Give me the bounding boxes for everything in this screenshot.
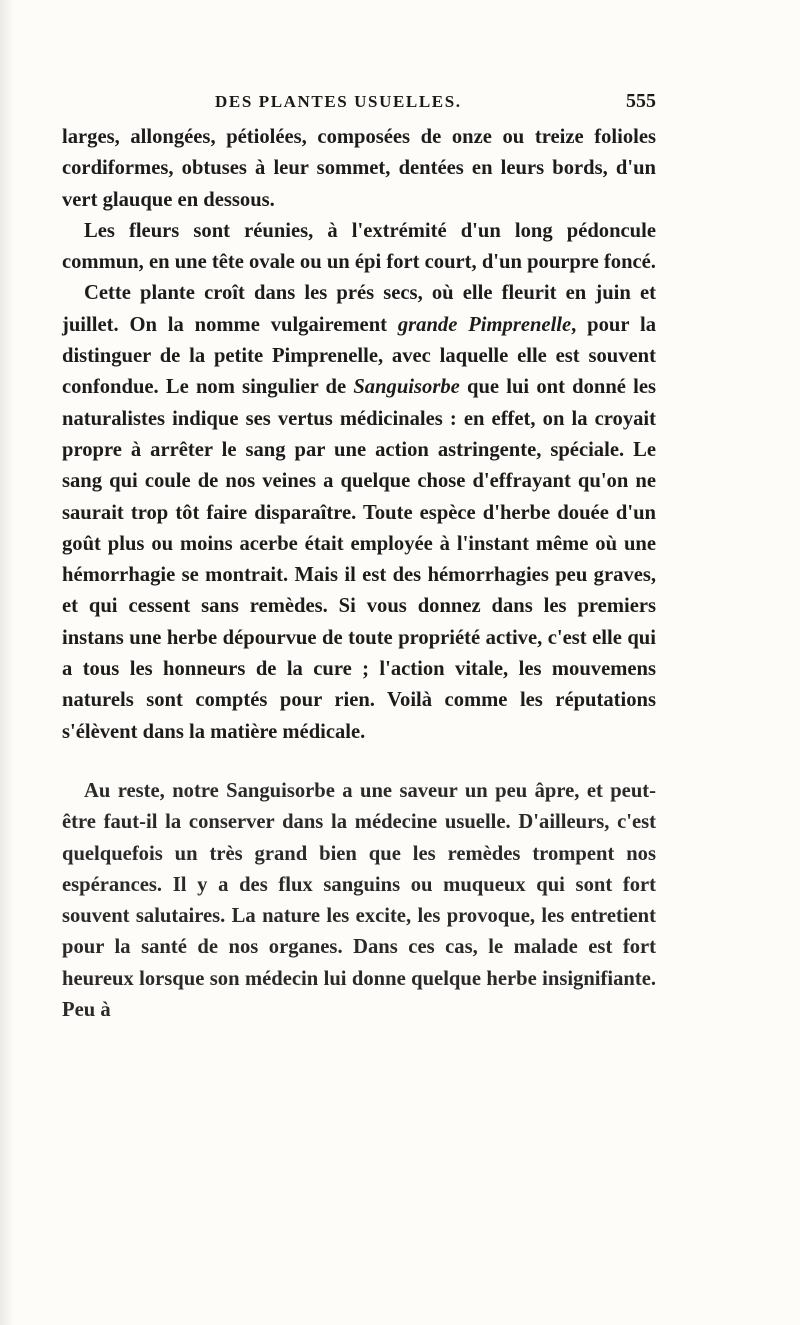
page-header (60, 92, 660, 122)
binding-shadow (0, 0, 14, 1325)
paragraph-3-part-a: Cette plante croît dans les prés secs, où elle fleurit en juin et juillet. On la nomme vulgairement (62, 282, 656, 336)
paragraph-4: Au reste, notre Sanguisorbe a une saveur un peu âpre, et peut-être faut-il la conserver dans la médecine usuelle. D'ailleurs, c'est quelquefois un très grand bien que les remèdes trompent nos espérances. Il y a des flux sanguins ou muqueux qui sont fort souvent salutaires. La nature les excite, les provoque, les entretient pour la santé de nos organes. Dans ces cas, le malade est fort heureux lorsque son médecin lui donne quelque herbe insignifiante. Peu à (62, 779, 656, 1022)
paragraph-3-part-b: , pour la distinguer de la petite Pimprenelle, avec laquelle elle est souvent confondue. Le nom singulier de (62, 313, 656, 399)
paragraph-3 (62, 278, 656, 747)
running-title: DES PLANTES USUELLES. (215, 92, 462, 111)
body-text (62, 122, 656, 1026)
paragraph-1: larges, allongées, pétiolées, composées de onze ou treize folioles cordiformes, obtuses à leur sommet, dentées en leurs bords, d'un vert glauque en dessous. (62, 126, 656, 211)
page-number: 555 (626, 90, 656, 112)
plant-name-italic: grande Pimprenelle (397, 313, 572, 336)
paragraph-3-part-c: que lui ont donné les naturalistes indique ses vertus médicinales : en effet, on la croyait propre à arrêter le sang par une action astringente, spéciale. Le sang qui coule de nos veines a quelque chose d'effrayant qu'on ne saurait trop tôt faire disparaître. Toute espèce d'herbe douée d'un goût plus ou moins acerbe était employée à l'instant même où une hémorrhagie se montrait. Mais il est des hémorrhagies peu graves, et qui cessent sans remèdes. Si vous donnez dans les premiers instans une herbe dépourvue de toute propriété active, c'est elle qui a tous les honneurs de la cure ; l'action vitale, les mouvemens naturels sont comptés pour rien. Voilà comme les réputations s'élèvent dans la matière médicale. (62, 376, 656, 743)
sanguisorbe-italic: Sanguisorbe (353, 376, 460, 399)
paragraph-2: Les fleurs sont réunies, à l'extrémité d'un long pédoncule commun, en une tête ovale ou un épi fort court, d'un pourpre foncé. (62, 219, 656, 274)
